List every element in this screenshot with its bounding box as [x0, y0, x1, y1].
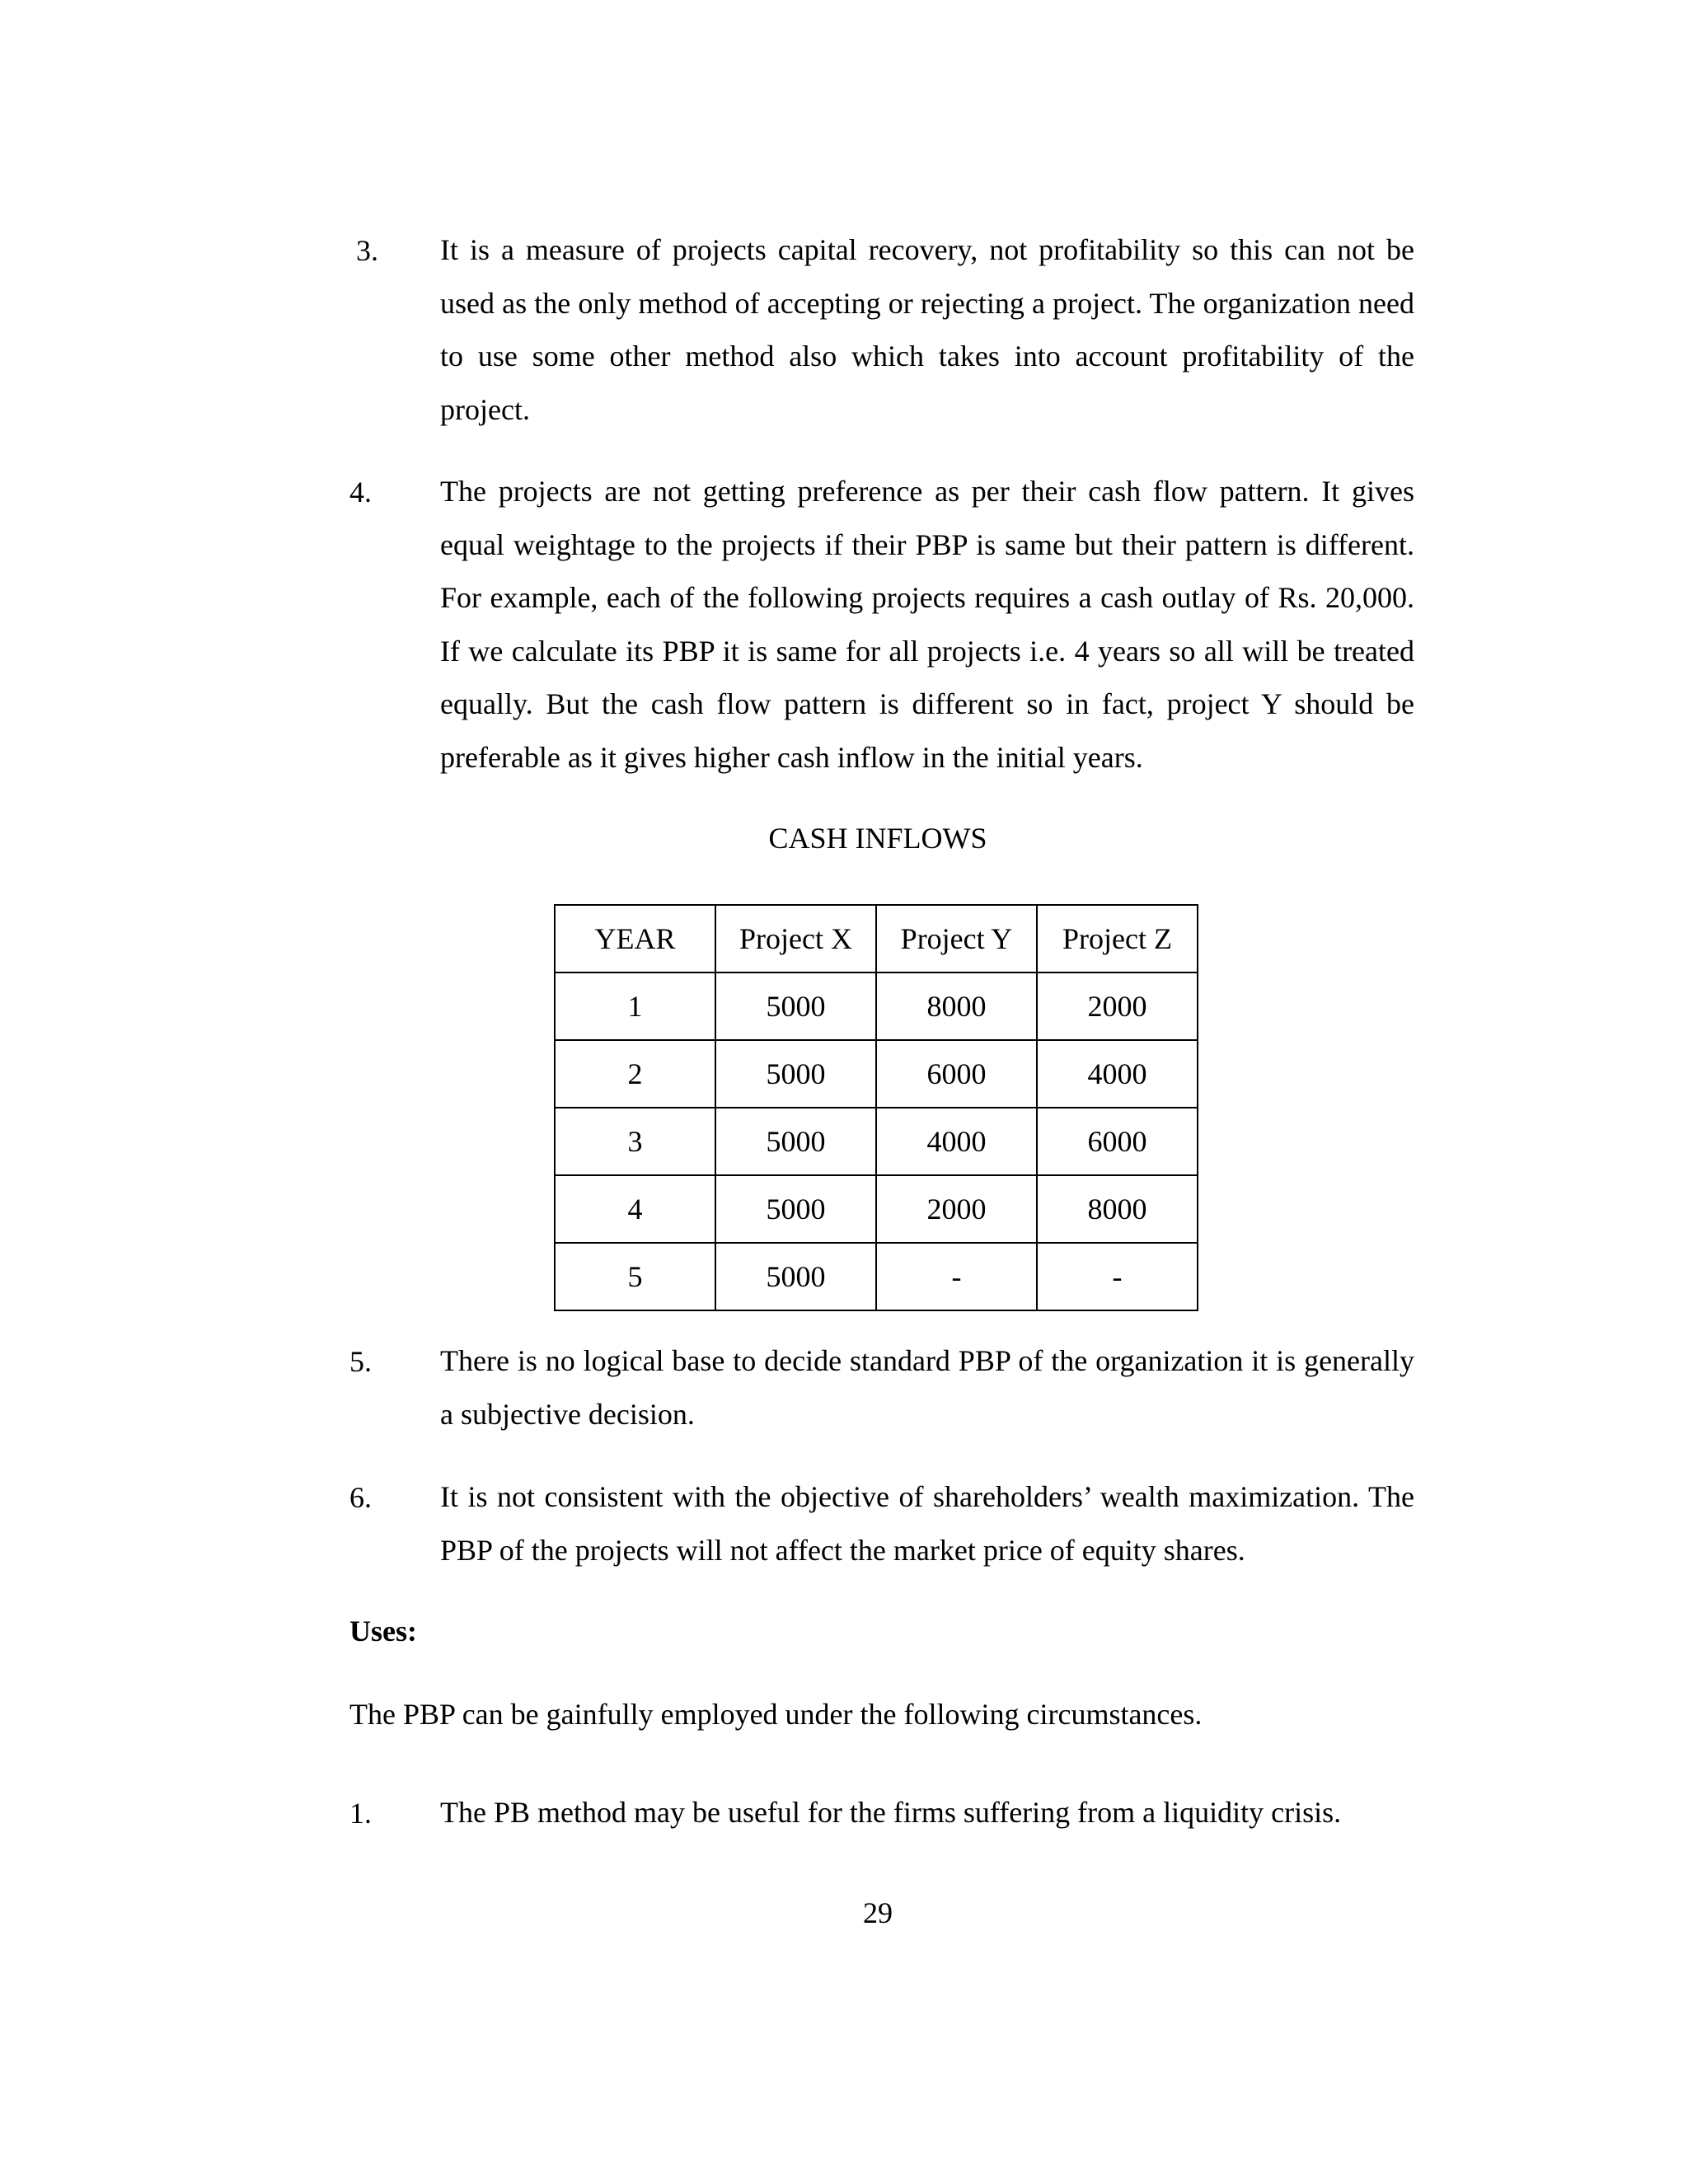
list-text: There is no logical base to decide standard PBP of the organization it is generally a subjective decision.	[440, 1344, 1414, 1431]
table-cell: 5000	[715, 1175, 876, 1243]
table-cell: 4	[555, 1175, 715, 1243]
table-cell: 4000	[1037, 1040, 1198, 1108]
table-row	[555, 972, 1198, 1040]
table-cell: 5	[555, 1243, 715, 1310]
table-cell: 8000	[876, 972, 1037, 1040]
table-header-row	[555, 905, 1198, 972]
header-cell: Project Y	[876, 905, 1037, 972]
list-number: 1.	[349, 1797, 372, 1830]
table-cell: 5000	[715, 972, 876, 1040]
table-cell: 6000	[1037, 1108, 1198, 1175]
list-text: It is a measure of projects capital recovery, not profitability so this can not be used as the only method of accepting or rejecting a project. The organization need to use some other method also which takes into account profitability of the project.	[440, 233, 1414, 426]
header-cell: YEAR	[555, 905, 715, 972]
table-cell: 3	[555, 1108, 715, 1175]
cash-inflows-table	[554, 904, 1198, 1311]
page-number: 29	[863, 1896, 893, 1929]
table-row	[555, 1040, 1198, 1108]
list-number: 6.	[349, 1481, 372, 1514]
list-number: 3.	[356, 234, 378, 267]
table-cell: 4000	[876, 1108, 1037, 1175]
table-cell: 2	[555, 1040, 715, 1108]
uses-heading: Uses:	[349, 1615, 417, 1647]
list-text: The projects are not getting preference as per their cash flow pattern. It gives equal weightage to the projects if their PBP is same but their pattern is different. For example, each of the following projects requires a cash outlay of Rs. 20,000. If we calculate its PBP it is same for all projects i.e. 4 years so all will be treated equally. But the cash flow pattern is different so in fact, project Y should be preferable as it gives higher cash inflow in the initial years.	[440, 475, 1414, 774]
uses-intro: The PBP can be gainfully employed under the following circumstances.	[349, 1698, 1203, 1731]
table-cell: 5000	[715, 1108, 876, 1175]
table-cell: 1	[555, 972, 715, 1040]
table-cell: 5000	[715, 1243, 876, 1310]
table-cell: 5000	[715, 1040, 876, 1108]
table-cell: -	[1037, 1243, 1198, 1310]
list-text: The PB method may be useful for the firms suffering from a liquidity crisis.	[440, 1796, 1342, 1829]
list-text: It is not consistent with the objective of shareholders’ wealth maximization. The PBP of the projects will not affect the market price of equity shares.	[440, 1480, 1414, 1567]
table-title: CASH INFLOWS	[768, 822, 987, 855]
table-cell: 2000	[1037, 972, 1198, 1040]
table-cell: 6000	[876, 1040, 1037, 1108]
header-cell: Project X	[715, 905, 876, 972]
header-cell: Project Z	[1037, 905, 1198, 972]
table-row	[555, 1175, 1198, 1243]
table-cell: 2000	[876, 1175, 1037, 1243]
table-row	[555, 1108, 1198, 1175]
list-number: 5.	[349, 1345, 372, 1378]
table-cell: -	[876, 1243, 1037, 1310]
table-cell: 8000	[1037, 1175, 1198, 1243]
list-number: 4.	[349, 476, 372, 509]
table-row	[555, 1243, 1198, 1310]
